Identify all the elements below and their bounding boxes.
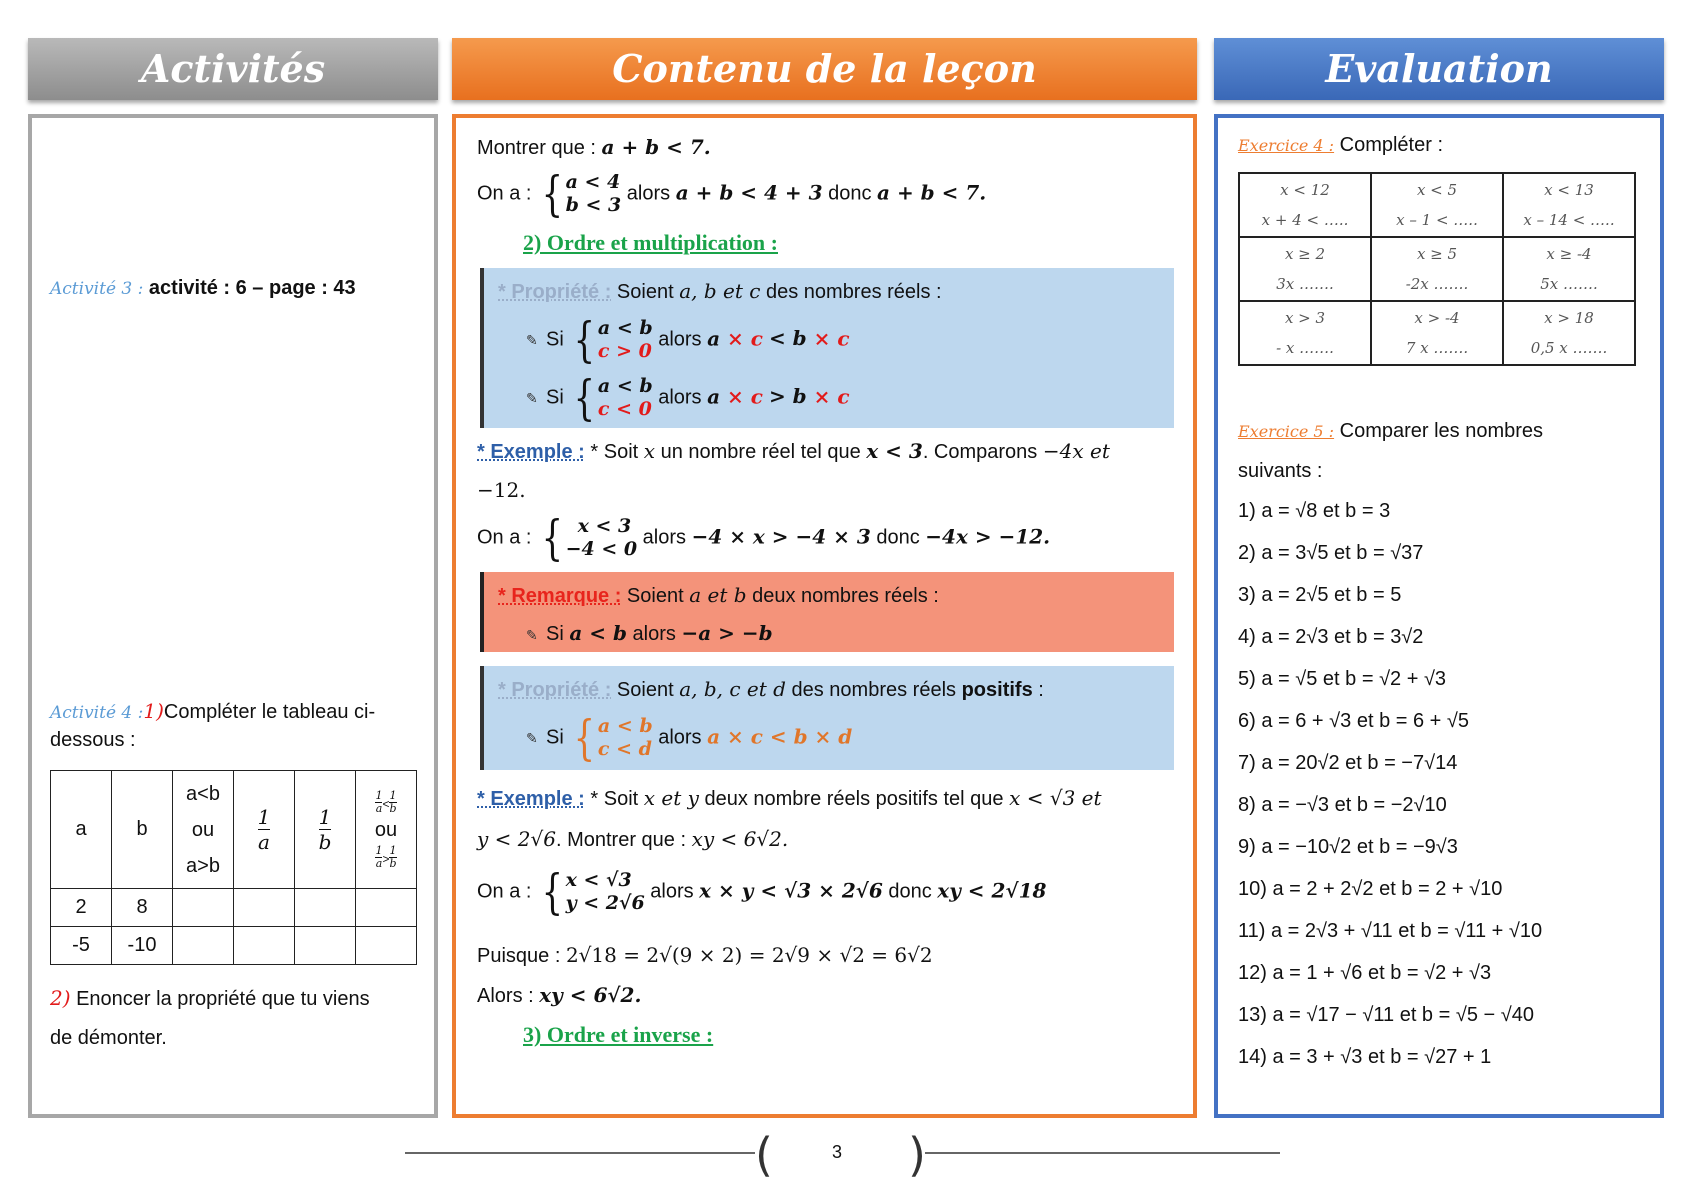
system: a < b c > 0 xyxy=(597,317,653,362)
table-header-line: a<b xyxy=(186,782,220,805)
propriete-1-head xyxy=(498,278,942,305)
activite-4-num1: 1) xyxy=(143,699,164,723)
si-word: Si xyxy=(546,328,570,351)
brace-icon: { xyxy=(573,370,596,426)
list-item: 8) a = −√3 et b = −2√10 xyxy=(1238,794,1447,816)
text-bold: positifs xyxy=(961,679,1033,701)
brace-icon: { xyxy=(541,864,563,920)
ex4-cell: x > -4 7 x ……. xyxy=(1371,301,1503,365)
footer-line-right xyxy=(925,1152,1280,1154)
propriete-label: * Propriété : xyxy=(498,679,612,701)
expr: xy < 6√2. xyxy=(539,983,642,1007)
donc-word: donc xyxy=(822,182,878,205)
remarque-rule xyxy=(526,620,773,648)
text: * Soit xyxy=(584,441,644,463)
pencil-icon: ✎ xyxy=(526,332,538,349)
system: a < b c < 0 xyxy=(597,375,653,420)
exemple-label: * Exemple : xyxy=(477,788,585,810)
table-header-comparison xyxy=(173,771,234,889)
expr: a × c < b × d xyxy=(707,724,853,749)
activite-4-num2: 2) xyxy=(50,986,71,1010)
expr: −a > −b xyxy=(681,621,773,645)
table-cell-empty[interactable] xyxy=(295,889,356,927)
list-item: 4) a = 2√3 et b = 3√2 xyxy=(1238,626,1424,648)
table-cell-empty[interactable] xyxy=(234,889,295,927)
footer-line-left xyxy=(405,1152,755,1154)
montrer-expr: a + b < 7. xyxy=(601,135,711,159)
propriete-1-rule-2 xyxy=(526,370,850,426)
propriete-2-rule xyxy=(526,710,853,766)
ex4-cell: x < 12 x + 4 < ….. xyxy=(1239,173,1371,237)
system-2: x < 3 −4 < 0 xyxy=(565,515,638,560)
text: . Montrer que : xyxy=(555,829,692,851)
expr: < b xyxy=(768,326,814,351)
section-2-title: 2) Ordre et multiplication : xyxy=(523,230,778,255)
inv-compare-lt: $\frac{1}{a}$ < $\frac{1}{b}$ xyxy=(375,788,397,815)
exemple-2-line-2 xyxy=(477,826,788,853)
header-activites: Activités xyxy=(28,38,438,100)
table-header-line: ou xyxy=(191,818,215,841)
remarque-head xyxy=(498,582,939,609)
activite-3-label: Activité 3 : xyxy=(50,279,144,299)
exercice-4-head xyxy=(1238,132,1443,159)
exercice-5-label: Exercice 5 : xyxy=(1238,422,1335,441)
propriete-box-2 xyxy=(480,666,1174,770)
ona-line-1 xyxy=(477,166,987,222)
expr: −4 × x > −4 × 3 xyxy=(691,524,871,549)
donc-word: donc xyxy=(882,880,938,903)
alors-word: alors xyxy=(644,880,700,903)
section-3-title: 3) Ordre et inverse : xyxy=(523,1022,714,1047)
expr: −4x > −12. xyxy=(925,524,1051,549)
table-cell-empty[interactable] xyxy=(173,927,234,965)
text: * Soit xyxy=(584,788,644,810)
activite-3-text: activité : 6 – page : 43 xyxy=(148,277,356,299)
ex4-cell: x < 13 x – 14 < ….. xyxy=(1503,173,1635,237)
text: : xyxy=(1032,679,1044,701)
system-3: x < √3 y < 2√6 xyxy=(565,869,645,914)
activite-4-table xyxy=(50,770,417,965)
si-word: Si xyxy=(546,726,570,749)
si-word: Si xyxy=(546,623,570,645)
vars: x et y xyxy=(643,786,699,810)
propriete-1-rule-1 xyxy=(526,312,850,368)
expr: xy < 6√2. xyxy=(691,827,789,851)
page-number: 3 xyxy=(832,1142,843,1162)
table-header-inv-b xyxy=(295,771,356,889)
expr: 2√18 = 2√(9 × 2) = 2√9 × √2 = 6√2 xyxy=(565,943,933,967)
exercice-4-label: Exercice 4 : xyxy=(1238,136,1335,155)
remarque-label: * Remarque : xyxy=(498,585,622,607)
alors-word: alors xyxy=(621,182,676,205)
text: Comparer les nombres xyxy=(1334,420,1544,442)
ex4-cell: x ≥ 2 3x ……. xyxy=(1239,237,1371,301)
table-header-inv-comparison xyxy=(356,771,417,889)
vars: a, b, c et d xyxy=(679,677,786,701)
pencil-icon: ✎ xyxy=(526,627,538,643)
text: deux nombres réels : xyxy=(746,585,939,607)
activite-4-q2 xyxy=(50,985,370,1012)
propriete-label: * Propriété : xyxy=(498,281,612,303)
text: des nombres réels : xyxy=(760,281,942,303)
table-cell-empty[interactable] xyxy=(295,927,356,965)
alors-word: alors xyxy=(652,386,708,409)
exercice-5-head xyxy=(1238,418,1543,445)
propriete-box-1 xyxy=(480,268,1174,428)
activite-4-q2-text-1: Enoncer la propriété que tu viens xyxy=(76,988,370,1010)
activite-3 xyxy=(50,275,356,302)
ona-label: On a : xyxy=(477,526,538,549)
ex4-cell: x ≥ 5 -2x ……. xyxy=(1371,237,1503,301)
fraction-1-over-a: $\frac{1}{a}$ xyxy=(257,805,271,854)
exercice-4-table xyxy=(1238,172,1636,366)
expr: a < b xyxy=(569,621,627,645)
activites-panel xyxy=(28,114,438,1118)
montrer-label: Montrer que : xyxy=(477,137,602,159)
list-item: 5) a = √5 et b = √2 + √3 xyxy=(1238,668,1447,690)
list-item: 9) a = −10√2 et b = −9√3 xyxy=(1238,836,1458,858)
table-header-a: a xyxy=(51,771,112,889)
system-1: a < 4 b < 3 xyxy=(565,171,622,216)
text: un nombre réel tel que xyxy=(655,441,867,463)
table-header-line: a>b xyxy=(186,854,220,877)
activite-4-text-2: dessous : xyxy=(50,729,136,751)
text: des nombres réels xyxy=(785,679,962,701)
activite-4-q2-text-2: de démonter. xyxy=(50,1027,167,1049)
table-header-b: b xyxy=(112,771,173,889)
expr: x × y < √3 × 2√6 xyxy=(699,878,883,903)
expr: y < 2√6 xyxy=(477,827,556,851)
brace-icon: { xyxy=(541,166,563,222)
expr: a + b < 7. xyxy=(877,180,987,205)
footer-bracket-left: ( xyxy=(755,1128,773,1182)
brace-icon: { xyxy=(541,510,563,566)
table-cell: 2 xyxy=(51,889,112,927)
brace-icon: { xyxy=(573,710,596,766)
alors-word: alors xyxy=(626,623,682,645)
header-evaluation: Evaluation xyxy=(1214,38,1664,100)
vars: a et b xyxy=(689,583,747,607)
list-item: 12) a = 1 + √6 et b = √2 + √3 xyxy=(1238,962,1492,984)
text: Soient xyxy=(611,679,680,701)
exercice-5-list xyxy=(1238,498,1542,1086)
exercice-5-text-2: suivants : xyxy=(1238,460,1323,482)
exemple-1-line-1 xyxy=(477,438,1110,465)
expr: a xyxy=(707,384,728,409)
activite-4-label: Activité 4 : xyxy=(50,703,144,723)
si-word: Si xyxy=(546,386,570,409)
pencil-icon: ✎ xyxy=(526,730,538,747)
expr: x < √3 et xyxy=(1009,786,1102,810)
expr: × c xyxy=(727,326,763,351)
table-cell-empty[interactable] xyxy=(234,927,295,965)
puisque-label: Puisque : xyxy=(477,945,566,967)
text: Compléter : xyxy=(1334,134,1444,156)
inv-compare-ou: ou xyxy=(374,818,398,841)
text: . Comparons xyxy=(922,441,1043,463)
table-cell: -5 xyxy=(51,927,112,965)
header-contenu: Contenu de la leçon xyxy=(452,38,1197,100)
table-header-inv-a xyxy=(234,771,295,889)
propriete-2-head xyxy=(498,676,1044,703)
expr: > b xyxy=(768,384,814,409)
ex4-cell: x > 3 - x ……. xyxy=(1239,301,1371,365)
expr: × c xyxy=(727,384,763,409)
alors-line xyxy=(477,982,641,1009)
expr: × c xyxy=(813,326,850,351)
remarque-box xyxy=(480,572,1174,652)
montrer-line xyxy=(477,134,711,161)
table-cell-empty[interactable] xyxy=(356,927,417,965)
expr: −4x et xyxy=(1042,439,1110,463)
list-item: 3) a = 2√5 et b = 5 xyxy=(1238,584,1402,606)
expr: xy < 2√18 xyxy=(937,878,1047,903)
list-item: 10) a = 2 + 2√2 et b = 2 + √10 xyxy=(1238,878,1503,900)
expr: a + b < 4 + 3 xyxy=(675,180,823,205)
alors-word: alors xyxy=(652,328,708,351)
inv-compare-gt: $\frac{1}{a}$ > $\frac{1}{b}$ xyxy=(375,843,397,870)
ex4-cell: x ≥ -4 5x ……. xyxy=(1503,237,1635,301)
text: Soient xyxy=(611,281,680,303)
activite-4-text-1: Compléter le tableau ci- xyxy=(163,701,376,723)
system: a < b c < d xyxy=(597,715,653,760)
alors-word: alors xyxy=(637,526,692,549)
ex4-cell: x < 5 x – 1 < ….. xyxy=(1371,173,1503,237)
brace-icon: { xyxy=(573,312,596,368)
table-cell-empty[interactable] xyxy=(356,889,417,927)
expr: × c xyxy=(813,384,850,409)
footer-bracket-right: ) xyxy=(908,1128,926,1182)
activite-4 xyxy=(50,698,375,726)
list-item: 13) a = √17 − √11 et b = √5 − √40 xyxy=(1238,1004,1534,1026)
expr: a xyxy=(707,326,728,351)
ona-line-3 xyxy=(477,864,1047,920)
ona-label: On a : xyxy=(477,880,538,903)
list-item: 2) a = 3√5 et b = √37 xyxy=(1238,542,1424,564)
ona-label: On a : xyxy=(477,182,538,205)
vars: a, b et c xyxy=(679,279,761,303)
var: x xyxy=(643,439,656,463)
pencil-icon: ✎ xyxy=(526,390,538,407)
table-cell: -10 xyxy=(112,927,173,965)
alors-label: Alors : xyxy=(477,985,540,1007)
list-item: 7) a = 20√2 et b = −7√14 xyxy=(1238,752,1458,774)
exemple-2-line-1 xyxy=(477,785,1102,812)
list-item: 14) a = 3 + √3 et b = √27 + 1 xyxy=(1238,1046,1492,1068)
exemple-label: * Exemple : xyxy=(477,441,585,463)
puisque-line xyxy=(477,942,933,969)
ona-line-2 xyxy=(477,510,1051,566)
list-item: 6) a = 6 + √3 et b = 6 + √5 xyxy=(1238,710,1469,732)
expr: x < 3 xyxy=(866,439,923,463)
table-cell: 8 xyxy=(112,889,173,927)
donc-word: donc xyxy=(870,526,926,549)
list-item: 1) a = √8 et b = 3 xyxy=(1238,500,1391,522)
list-item: 11) a = 2√3 + √11 et b = √11 + √10 xyxy=(1238,920,1543,942)
text: Soient xyxy=(621,585,690,607)
alors-word: alors xyxy=(652,726,708,749)
fraction-1-over-b: $\frac{1}{b}$ xyxy=(318,805,332,854)
exemple-1-line-2: −12. xyxy=(477,478,526,502)
text: deux nombre réels positifs tel que xyxy=(698,788,1010,810)
ex4-cell: x > 18 0,5 x ……. xyxy=(1503,301,1635,365)
table-cell-empty[interactable] xyxy=(173,889,234,927)
